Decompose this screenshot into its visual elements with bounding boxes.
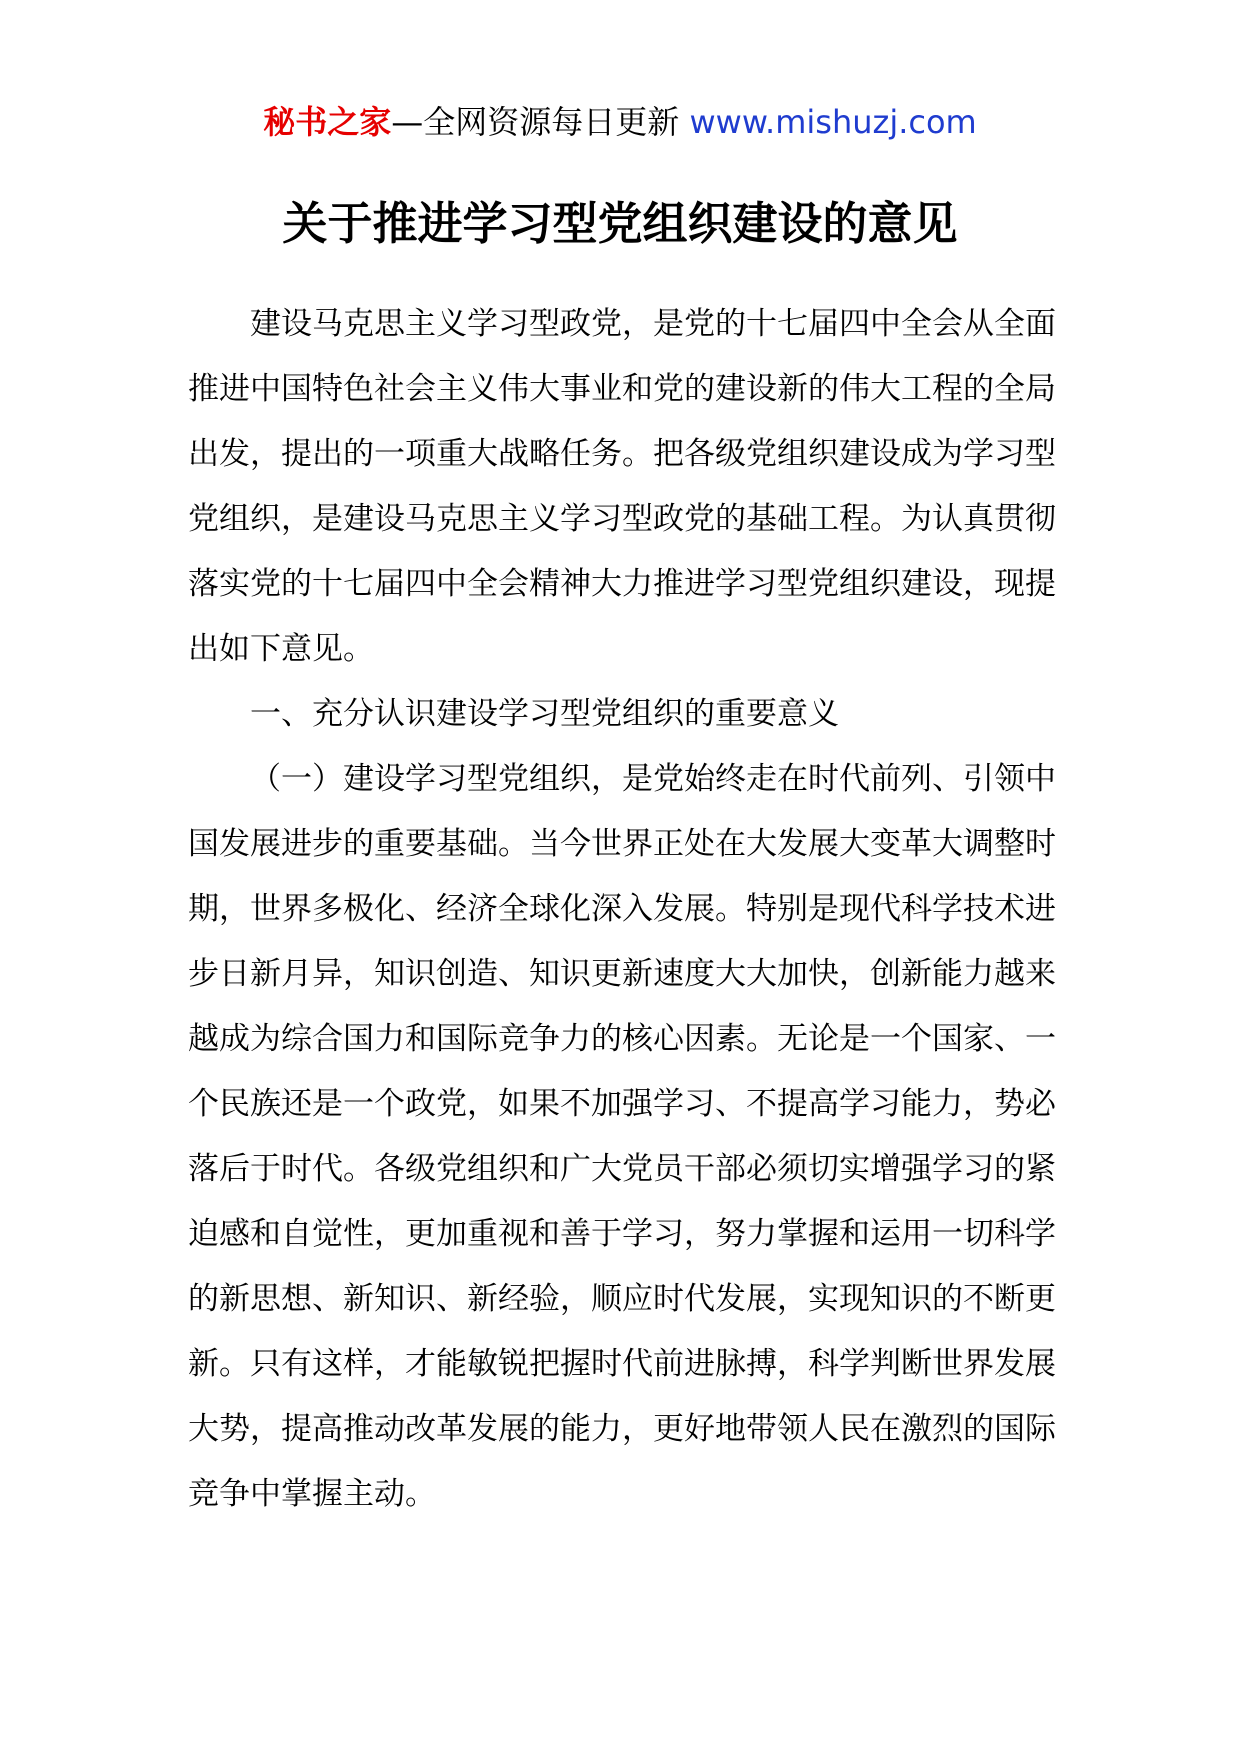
site-url-link[interactable]: www.mishuzj.com — [689, 103, 977, 141]
site-header — [0, 100, 1240, 144]
paragraph-item-1: （一）建设学习型党组织，是党始终走在时代前列、引领中国发展进步的重要基础。当今世界正处在大发展大变革大调整时期，世界多极化、经济全球化深入发展。特别是现代科学技术进步日新月异，知识创造、知识更新速度大大加快，创新能力越来越成为综合国力和国际竞争力的核心因素。无论是一个国家、一个民族还是一个政党，如果不加强学习、不提高学习能力，势必落后于时代。各级党组织和广大党员干部必须切实增强学习的紧迫感和自觉性，更加重视和善于学习，努力掌握和运用一切科学的新思想、新知识、新经验，顺应时代发展，实现知识的不断更新。只有这样，才能敏锐把握时代前进脉搏，科学判断世界发展大势，提高推动改革发展的能力，更好地带领人民在激烈的国际竞争中掌握主动。 — [188, 761, 1056, 1512]
paragraph-intro: 建设马克思主义学习型政党，是党的十七届四中全会从全面推进中国特色社会主义伟大事业和党的建设新的伟大工程的全局出发，提出的一项重大战略任务。把各级党组织建设成为学习型党组织，是建设马克思主义学习型政党的基础工程。为认真贯彻落实党的十七届四中全会精神大力推进学习型党组织建设，现提出如下意见。 — [188, 306, 1056, 667]
site-brand: 秘书之家 — [263, 103, 392, 141]
document-body — [188, 292, 1056, 1527]
section-heading-1: 一、充分认识建设学习型党组织的重要意义 — [250, 696, 839, 732]
site-slogan: —全网资源每日更新 — [391, 103, 690, 141]
document-title: 关于推进学习型党组织建设的意见 — [282, 197, 958, 250]
